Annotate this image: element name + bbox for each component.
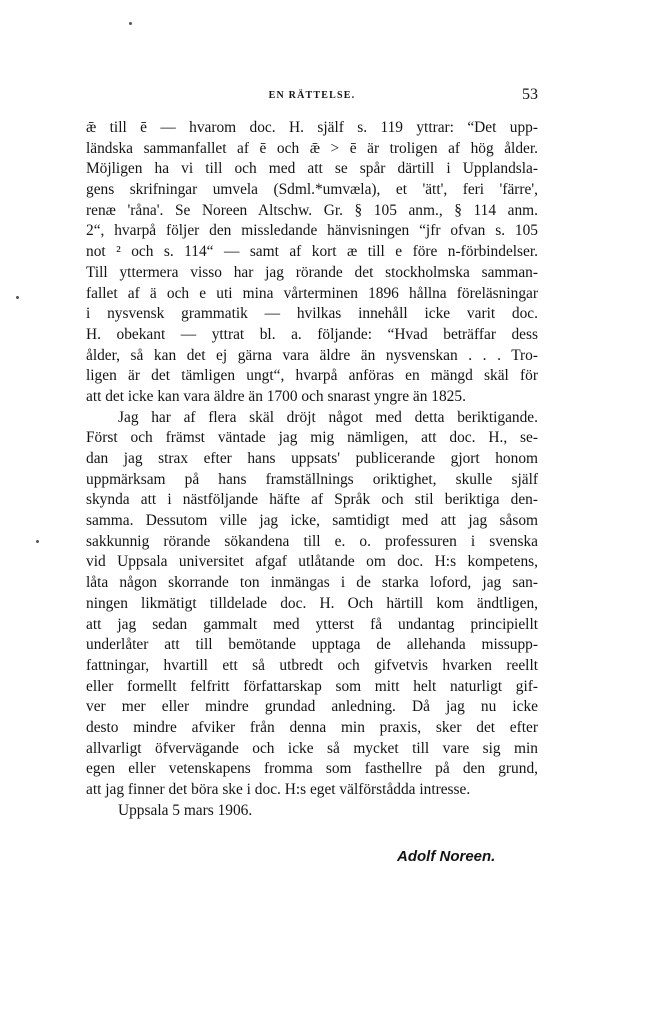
text-line: renæ 'råna'. Se Noreen Altschw. Gr. § 105 anm., § 114 anm. <box>86 201 538 219</box>
text-line: ålder, så kan det ej gärna vara äldre än nysvenskan . . . Tro- <box>86 346 538 364</box>
text-line: fattningar, hvartill ett så utbredt och gifvetvis hvarken reellt <box>86 656 538 674</box>
text-line: dan jag strax efter hans uppsats' publicerande gjort honom <box>86 450 538 467</box>
text-line: gens skrifningar umvela (Sdml.*umvæla), et 'ätt', feri 'färre', <box>86 181 538 199</box>
signature: Adolf Noreen. <box>397 848 496 865</box>
speck-mark <box>36 540 39 543</box>
text-line: fallet af ä och e uti mina vårterminen 1896 hållna föreläsningar <box>86 284 538 302</box>
text-line: eller formellt felfritt författarskap som mitt helt naturligt gif- <box>86 677 538 695</box>
text-line: samma. Dessutom ville jag icke, samtidigt med att jag såsom <box>86 512 538 530</box>
text-line: ligen är det tämligen ungt“, hvarpå anföras en mängd skäl för <box>86 367 538 385</box>
text-line: ländska sammanfallet af ē och ǣ > ē är troligen af hög ålder. <box>86 139 538 157</box>
running-header <box>86 86 538 108</box>
text-line: 2“, hvarpå följer den missledande hänvisningen “jfr ofvan s. 105 <box>86 222 538 240</box>
text-line: underlåter att till bemötande upptaga de allehanda missupp- <box>86 636 538 654</box>
text-line: uppmärksam på hans framställnings oriktighet, skulle själf <box>86 470 538 488</box>
text-line: att jag finner det böra ske i doc. H:s eget välförstådda intresse. <box>86 781 471 798</box>
text-line: Jag har af flera skäl dröjt något med detta beriktigande. <box>118 408 538 426</box>
text-line: Möjligen ha vi till och med att se spår därtill i Upplandsla- <box>86 160 538 178</box>
text-line: låta någon skorrande ton inmängas i de starka loford, jag san- <box>86 574 538 592</box>
text-line: egen eller vetenskapens fromma som fasthellre på den grund, <box>86 760 538 778</box>
text-line: sakkunnig rörande sökandena till e. o. professuren i svenska <box>86 532 538 550</box>
body-text <box>86 118 538 821</box>
text-line: i nysvensk grammatik — hvilkas innehåll icke varit doc. <box>86 305 538 323</box>
page-number: 53 <box>522 86 538 103</box>
text-line: Till yttermera visso har jag rörande det stockholmska samman- <box>86 263 538 281</box>
speck-mark <box>16 296 19 299</box>
running-title: EN RÄTTELSE. <box>268 90 356 101</box>
text-line: H. obekant — yttrat bl. a. följande: “Hvad beträffar dess <box>86 325 538 343</box>
text-line: att jag sedan gammalt med ytterst få undantag principiellt <box>86 615 538 633</box>
text-line: att det icke kan vara äldre än 1700 och snarast yngre än 1825. <box>86 387 466 405</box>
text-line: ningen likmätigt tilldelade doc. H. Och härtill kom ändtligen, <box>86 594 538 612</box>
text-line: skynda att i nästföljande häfte af Språk och stil beriktiga den- <box>86 491 538 509</box>
text-line: Först och främst väntade jag mig nämligen, att doc. H., se- <box>86 429 538 447</box>
speck-mark <box>129 22 132 25</box>
text-line: vid Uppsala universitet afgaf utlåtande om doc. H:s kompetens, <box>86 553 538 571</box>
text-line: allvarligt öfvervägande och icke så mycket till vare sig min <box>86 739 538 757</box>
text-line: ǣ till ē — hvarom doc. H. själf s. 119 yttrar: “Det upp- <box>86 119 538 136</box>
text-line: ver mer eller mindre grundad anledning. Då jag nu icke <box>86 698 538 716</box>
dateline: Uppsala 5 mars 1906. <box>118 801 253 819</box>
text-line: desto mindre afviker från denna min praxis, sker det efter <box>86 718 538 736</box>
text-line: not ² och s. 114“ — samt af kort æ till e före n-förbindelser. <box>86 243 538 261</box>
